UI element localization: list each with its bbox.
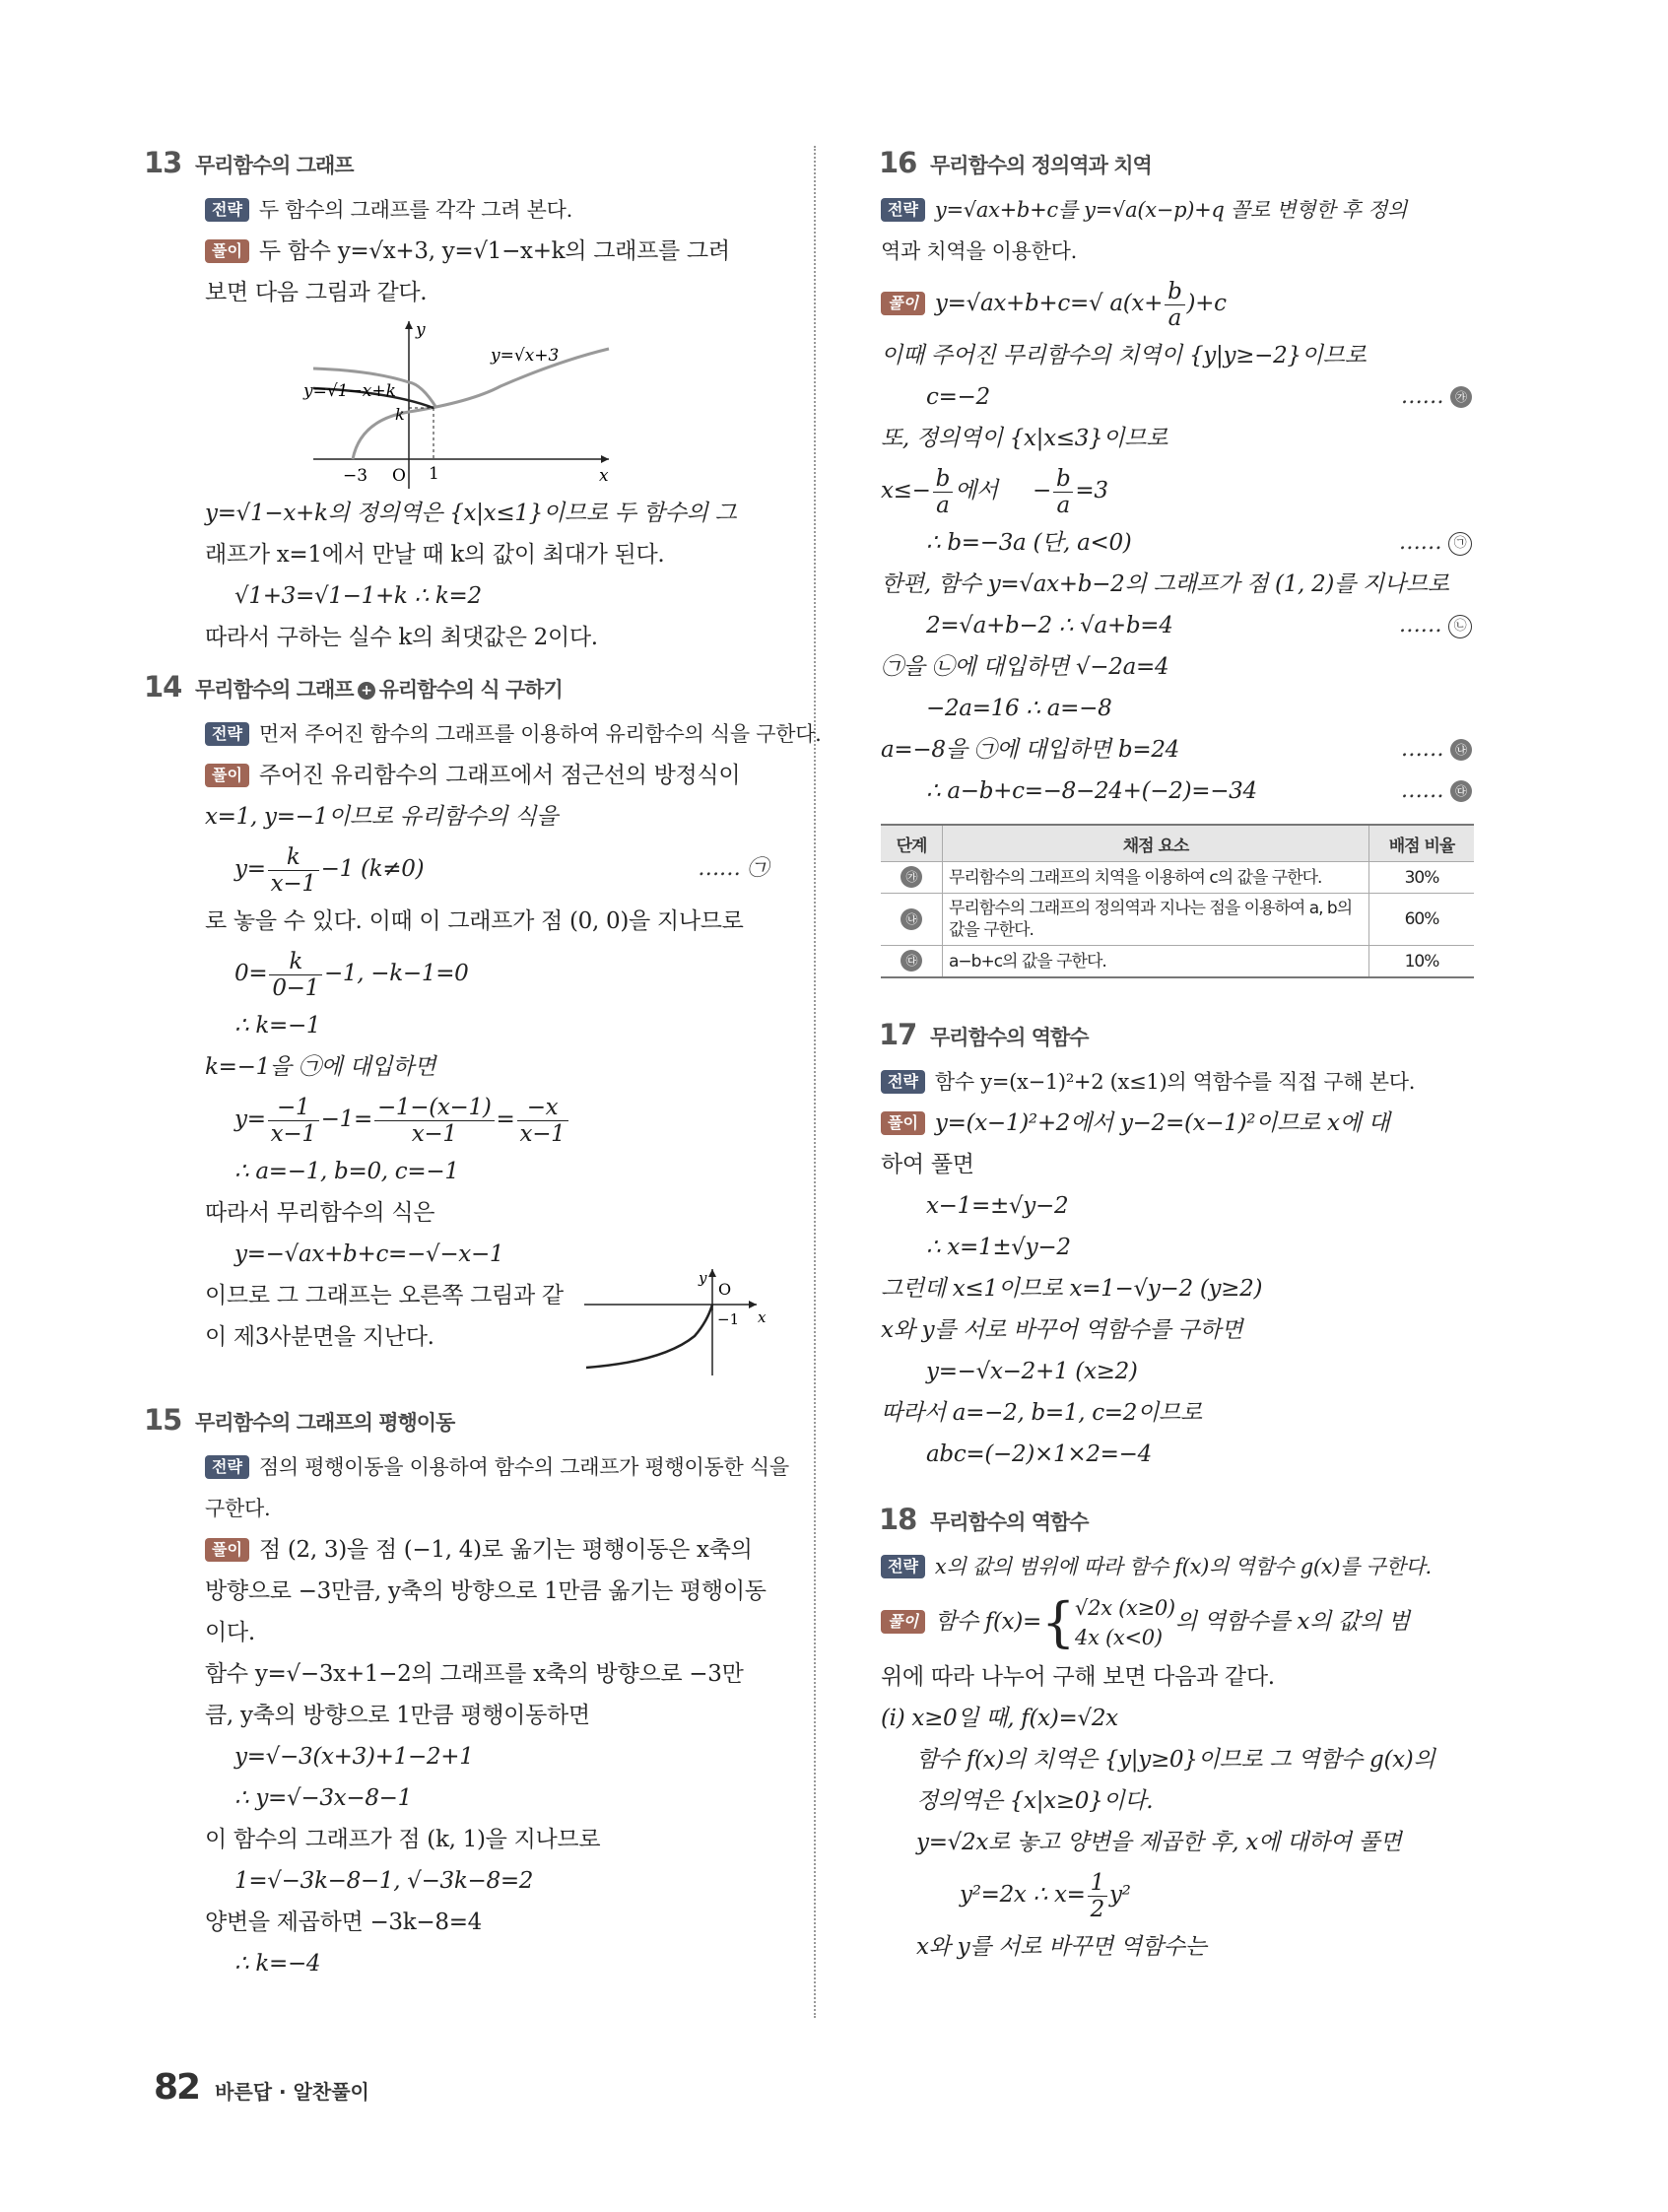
problem-title: 무리함수의 그래프의 평행이동 [195, 1411, 455, 1435]
solution-line: x=1, y=−1이므로 유리함수의 식을 [205, 804, 559, 830]
problem-header [879, 146, 1472, 189]
step-marker: ㉮ [901, 866, 922, 888]
solution-line: 정의역은 {x|x≥0}이다. [916, 1788, 1154, 1814]
problem-number: 16 [879, 146, 917, 179]
equation-line: 1=√−3k−8−1, √−3k−8=2 [234, 1868, 534, 1894]
axis-x-label: x [758, 1308, 767, 1326]
solution-tag: 풀이 [881, 1111, 925, 1135]
problem-title: 무리함수의 역함수 [930, 1510, 1089, 1534]
equation-line: ∴ a−b+c=−8−24+(−2)=−34 …… ㉰ [881, 771, 1472, 812]
column-header: 배점 비율 [1369, 825, 1475, 862]
solution-line: 함수 f(x)의 치역은 {y|y≥0}이므로 그 역함수 g(x)의 [916, 1747, 1435, 1773]
strategy-text: 구한다. [205, 1497, 271, 1520]
solution-line: 위에 따라 나누어 구해 보면 다음과 같다. [881, 1664, 1275, 1690]
solution-line: 또, 정의역이 {x|x≤3}이므로 [881, 426, 1168, 451]
solution-line: 함수 y=√−3x+1−2의 그래프를 x축의 방향으로 −3만 [205, 1661, 744, 1687]
strategy-tag: 전략 [881, 198, 925, 222]
equation-line: ∴ b=−3a (단, a<0) …… ㉠ [881, 522, 1472, 564]
table-cell: 30% [1369, 862, 1475, 894]
page-number: 82 [154, 2067, 200, 2108]
strategy-tag: 전략 [205, 722, 249, 746]
equation-line: c=−2 …… ㉮ [881, 376, 1472, 418]
left-column [144, 146, 822, 1984]
equation-line: x−1=±√y−2 [926, 1193, 1069, 1219]
right-column [879, 146, 1472, 1968]
solution-tag: 풀이 [881, 292, 925, 315]
strategy-text: y=√ax+b+c를 y=√a(x−p)+q 꼴로 변형한 후 정의 [934, 198, 1407, 222]
plus-icon: + [358, 682, 375, 700]
solution-line: 이 함수의 그래프가 점 (k, 1)을 지나므로 [205, 1827, 601, 1852]
solution-text: 주어진 유리함수의 그래프에서 점근선의 방정식이 [258, 763, 741, 788]
equation-line: y=√−3(x+3)+1−2+1 [234, 1744, 474, 1770]
strategy-tag: 전략 [881, 1555, 925, 1578]
left-brace-icon: { [1040, 1591, 1076, 1653]
problem-number: 13 [144, 146, 182, 179]
problem-title: 무리함수의 그래프 + 유리함수의 식 구하기 [195, 678, 563, 702]
table-row [881, 946, 1474, 978]
case-line: (i) x≥0일 때, f(x)=√2x [881, 1706, 1118, 1731]
solution-line: 하여 풀면 [881, 1152, 974, 1177]
footer-title: 바른답 · 알찬풀이 [215, 2080, 369, 2104]
strategy-tag: 전략 [881, 1070, 925, 1094]
solution-line: 래프가 x=1에서 만날 때 k의 값이 최대가 된다. [205, 542, 665, 568]
solution-line: 이다. [205, 1620, 255, 1645]
conclusion-line: 따라서 구하는 실수 k의 최댓값은 2이다. [205, 625, 598, 650]
problem-title: 무리함수의 정의역과 치역 [930, 154, 1152, 177]
table-cell: 무리함수의 그래프의 치역을 이용하여 c의 값을 구한다. [943, 862, 1369, 894]
curve-sqrt-x-plus-3 [353, 349, 609, 459]
table-cell: 무리함수의 그래프의 정의역과 지나는 점을 이용하여 a, b의 값을 구한다. [943, 894, 1369, 946]
solution-line: 로 놓을 수 있다. 이때 이 그래프가 점 (0, 0)을 지나므로 [205, 908, 744, 934]
strategy-text: 역과 치역을 이용한다. [881, 239, 1077, 263]
equation-line: ∴ a=−1, b=0, c=−1 [234, 1159, 459, 1184]
origin-label: O [392, 466, 406, 486]
solution-text: y=(x−1)²+2에서 y−2=(x−1)²이므로 x에 대 [934, 1110, 1390, 1136]
problem-header [879, 1503, 1472, 1546]
problem-header [144, 670, 778, 713]
solution-line: 보면 다음 그림과 같다. [205, 280, 428, 305]
marker-giyeok: …… ㉠ [1399, 522, 1472, 564]
solution-line: a=−8을 ㉠에 대입하면 b=24 …… ㉯ [881, 729, 1472, 771]
table-cell: a−b+c의 값을 구한다. [943, 946, 1369, 978]
marker-na: …… ㉯ [1401, 729, 1472, 771]
step-marker: ㉰ [901, 950, 922, 972]
solution-line: 이 제3사분면을 지난다. [205, 1324, 434, 1350]
solution-line: 방향으로 −3만큼, y축의 방향으로 1만큼 옮기는 평행이동 [205, 1578, 767, 1604]
equation-line: ∴ x=1±√y−2 [926, 1235, 1071, 1260]
table-row [881, 894, 1474, 946]
column-header: 단계 [881, 825, 943, 862]
solution-tag: 풀이 [205, 1538, 249, 1562]
solution-line: y=√2x로 놓고 양변을 제곱한 후, x에 대하여 풀면 [916, 1830, 1402, 1855]
equation-line: ∴ k=−4 [234, 1951, 321, 1977]
tick-1: 1 [429, 464, 439, 484]
solution-text: 두 함수 y=√x+3, y=√1−x+k의 그래프를 그려 [258, 238, 730, 264]
strategy-text: 먼저 주어진 함수의 그래프를 이용하여 유리함수의 식을 구한다. [258, 722, 822, 746]
problem-title: 무리함수의 역함수 [930, 1026, 1089, 1049]
solution-line: k=−1을 ㉠에 대입하면 [205, 1054, 436, 1080]
solution-tag: 풀이 [205, 764, 249, 787]
axis-y-label: y [416, 320, 426, 340]
solution-line: 이때 주어진 무리함수의 치역이 {y|y≥−2}이므로 [881, 343, 1367, 369]
equation-line: y=−√ax+b+c=−√−x−1 [234, 1241, 504, 1267]
page-footer [154, 2067, 369, 2108]
equation-3: y= $\frac{-1}{x-1}$ −1= $\frac{-1-(x-1)}{x-1}$ = $\frac{-x}{x-1}$ [205, 1088, 778, 1151]
solution-line: 큼, y축의 방향으로 1만큼 평행이동하면 [205, 1703, 590, 1728]
problem-16 [879, 146, 1472, 978]
solution-line: 한편, 함수 y=√ax+b−2의 그래프가 점 (1, 2)를 지나므로 [881, 571, 1449, 597]
solution-line: x와 y를 서로 바꾸면 역함수는 [916, 1934, 1207, 1960]
curve-negative-sqrt [586, 1305, 712, 1368]
graph-13 [303, 320, 648, 489]
solution-line: 그런데 x≤1이므로 x=1−√y−2 (y≥2) [881, 1276, 1263, 1302]
problem-header [144, 1403, 778, 1446]
strategy-tag: 전략 [205, 1455, 249, 1479]
y-axis-arrow [405, 321, 413, 329]
y-axis-arrow [708, 1269, 716, 1277]
problem-number: 18 [879, 1503, 917, 1536]
problem-13 [144, 146, 778, 658]
scoring-table [881, 824, 1474, 978]
solution-tag: 풀이 [205, 239, 249, 263]
strategy-text: 점의 평행이동을 이용하여 함수의 그래프가 평행이동한 식을 [258, 1455, 789, 1479]
problem-header [144, 146, 778, 189]
table-row [881, 862, 1474, 894]
solution-tag: 풀이 [881, 1610, 925, 1634]
solution-piecewise: 풀이 함수 f(x)={ √2x (x≥0) 4x (x<0) 의 역함수를 x의 값의 범 [881, 1587, 1472, 1656]
equation-line: −2a=16 ∴ a=−8 [926, 696, 1112, 721]
problem-15 [144, 1403, 789, 1984]
equation-line: abc=(−2)×1×2=−4 [926, 1441, 1152, 1467]
problem-title: 무리함수의 그래프 [195, 154, 354, 177]
axis-x-label: x [599, 466, 609, 486]
marker-da: …… ㉰ [1401, 771, 1472, 812]
marker-nieun: …… ㉡ [1399, 605, 1472, 646]
label-lower-curve: y=√1−x+k [303, 381, 396, 401]
label-k: k [395, 405, 405, 424]
column-divider [814, 146, 816, 2018]
tick-neg3: −3 [343, 466, 368, 486]
solution-line: x와 y를 서로 바꾸어 역함수를 구하면 [881, 1317, 1243, 1343]
equation-6: x≤− $\frac{b}{a}$ 에서 − $\frac{b}{a}$ =3 [881, 465, 1108, 518]
origin-label: O [718, 1280, 732, 1299]
tick-neg1: −1 [717, 1310, 740, 1328]
equation-2: 0= $\frac{k}{0-1}$ −1, −k−1=0 [234, 948, 469, 1001]
equation-line: ∴ k=−1 [234, 1013, 321, 1039]
equation-line: ∴ y=√−3x−8−1 [234, 1785, 412, 1811]
solution-line: 따라서 a=−2, b=1, c=2이므로 [881, 1400, 1202, 1426]
equation-line: y=−√x−2+1 (x≥2) [926, 1359, 1138, 1384]
problem-number: 15 [144, 1403, 182, 1437]
equation-line: √1+3=√1−1+k ∴ k=2 [234, 583, 482, 609]
solution-line: 이므로 그 그래프는 오른쪽 그림과 같 [205, 1283, 564, 1308]
solution-line: 따라서 무리함수의 식은 [205, 1200, 435, 1226]
equation-line: 2=√a+b−2 ∴ √a+b=4 …… ㉡ [881, 605, 1472, 646]
x-axis-arrow [749, 1301, 757, 1308]
table-header-row [881, 825, 1474, 862]
problem-17 [879, 1018, 1472, 1475]
column-header: 채점 요소 [943, 825, 1369, 862]
strategy-tag: 전략 [205, 198, 249, 222]
solution-equation: 풀이 y=√ax+b+c=√ a(x+ $\frac{b}{a}$ )+c [881, 272, 1472, 335]
graph-14 [584, 1267, 771, 1375]
problem-number: 17 [879, 1018, 917, 1051]
equation-1: y= $\frac{k}{x-1}$ −1 (k≠0) …… ㉠ [205, 838, 778, 901]
step-marker: ㉯ [901, 908, 922, 930]
axis-y-label: y [699, 1269, 707, 1287]
marker-ga: …… ㉮ [1401, 376, 1472, 418]
solution-line: y=√1−x+k의 정의역은 {x|x≤1}이므로 두 함수의 그 [205, 501, 737, 526]
x-axis-arrow [601, 455, 609, 463]
strategy-text: 두 함수의 그래프를 각각 그려 본다. [258, 198, 572, 222]
problem-header [879, 1018, 1472, 1061]
solution-line: 양변을 제곱하면 −3k−8=4 [205, 1910, 482, 1935]
table-cell: 10% [1369, 946, 1475, 978]
problem-14 [144, 670, 822, 1358]
strategy-text: x의 값의 범위에 따라 함수 f(x)의 역함수 g(x)를 구한다. [934, 1555, 1432, 1578]
table-cell: 60% [1369, 894, 1475, 946]
marker-giyeok: …… ㉠ [698, 856, 768, 881]
problem-number: 14 [144, 670, 182, 704]
equation-7: y²=2x ∴ x= $\frac{1}{2}$ y² [960, 1869, 1131, 1922]
strategy-text: 함수 y=(x−1)²+2 (x≤1)의 역함수를 직접 구해 본다. [934, 1070, 1416, 1094]
label-upper-curve: y=√x+3 [491, 346, 560, 366]
solution-text: 점 (2, 3)을 점 (−1, 4)로 옮기는 평행이동은 x축의 [258, 1537, 753, 1563]
solution-line: ㉠을 ㉡에 대입하면 √−2a=4 [881, 654, 1169, 680]
problem-18 [879, 1503, 1472, 1968]
